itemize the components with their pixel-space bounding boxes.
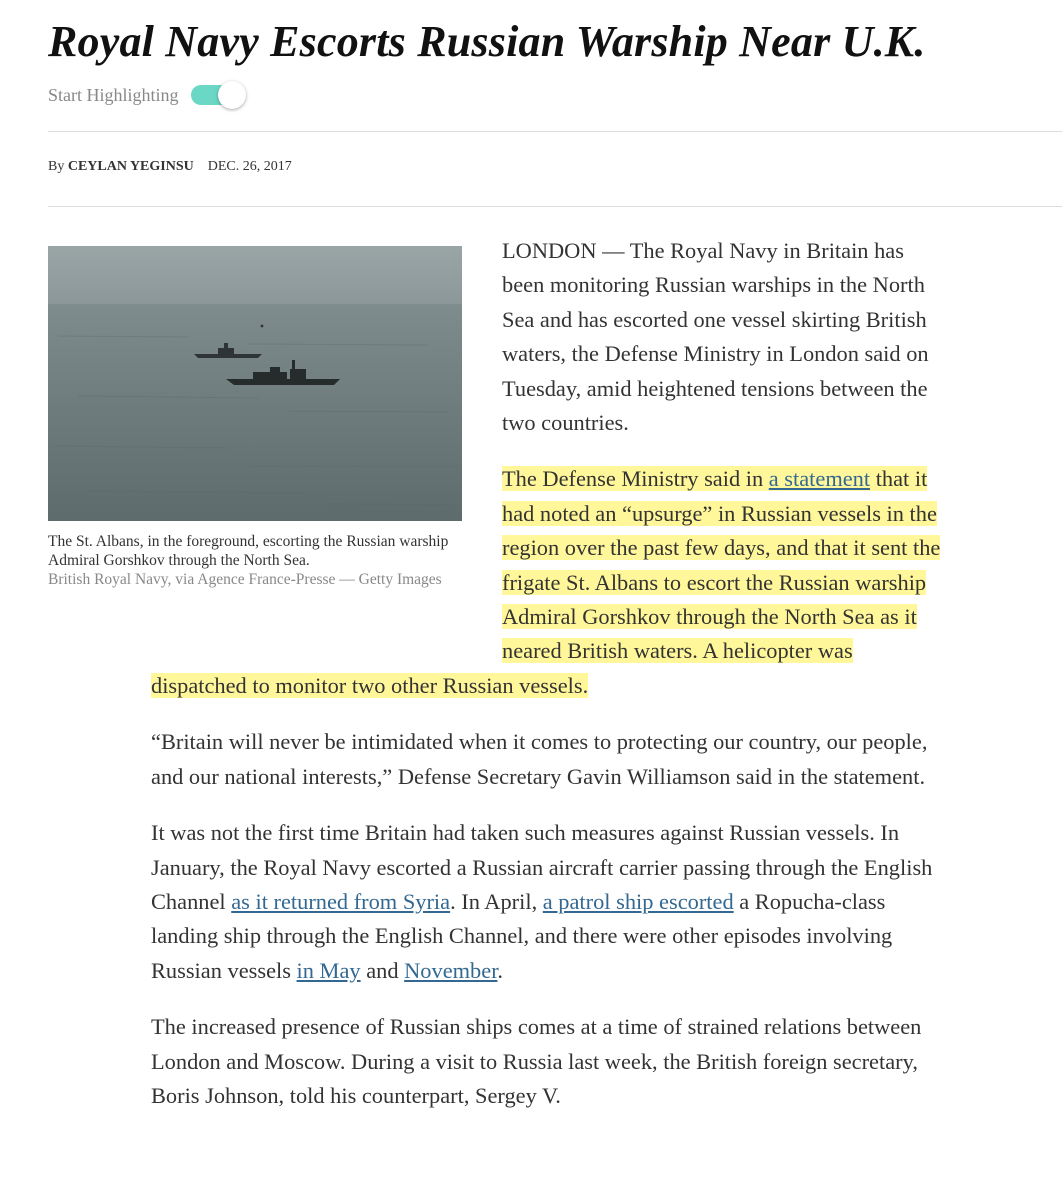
byline [48, 159, 292, 175]
byline-divider [48, 206, 1062, 207]
byline-author[interactable]: CEYLAN YEGINSU [67, 159, 194, 174]
photo-caption: The St. Albans, in the foreground, escorting the Russian warship Admiral Gorshkov through the North Sea. [48, 533, 449, 569]
article-paragraph-5: The increased presence of Russian ships comes at a time of strained relations between London and Moscow. During a visit to Russia last week, the British foreign secretary, Boris Johnson, told his counterpart, Sergey V. [151, 1014, 922, 1108]
paragraph-text: . In April, [450, 888, 543, 914]
article-paragraph-3: “Britain will never be intimidated when it comes to protecting our country, our people, and our national interests,” Defense Secretary Gavin Williamson said in the statement. [151, 729, 928, 789]
highlight-text: that it had noted an “upsurge” in Russian vessels in the region over the past few days, and that it sent the frigate St. Albans to escort the Russian warship Admiral Gorshkov through the North Sea as it neared British waters. A helicopter was dispatched to monitor two other Russian vessels. [151, 466, 941, 698]
statement-link[interactable]: a statement [768, 466, 871, 492]
article-body [151, 234, 941, 1135]
syria-link[interactable]: as it returned from Syria [231, 888, 451, 914]
toggle-knob[interactable] [218, 81, 246, 109]
paragraph-text: and [360, 957, 405, 983]
paragraph-text: . [497, 957, 504, 983]
article-paragraph-1: LONDON — The Royal Navy in Britain has been monitoring Russian warships in the North Sea and has escorted one vessel skirting British waters, the Defense Ministry in London said on Tuesday, amid heightened tensions between the two countries. [502, 238, 929, 436]
highlight-toggle-label: Start Highlighting [48, 84, 179, 105]
may-link[interactable]: in May [296, 957, 361, 983]
article-paragraph-4 [151, 816, 941, 988]
highlight-toggle-row [48, 80, 243, 110]
photo-credit: British Royal Navy, via Agence France-Presse — Getty Images [48, 571, 442, 588]
paragraph-text: a Ropucha-class landing ship through the English Channel, and there were other episodes involving Russian vessels [151, 888, 893, 983]
highlight-link-wrap [769, 466, 870, 491]
byline-date: DEC. 26, 2017 [207, 159, 292, 174]
highlight-text: The Defense Ministry said in [502, 466, 769, 492]
patrol-ship-link[interactable]: a patrol ship escorted [542, 888, 734, 914]
november-link[interactable]: November [404, 957, 498, 983]
byline-prefix: By [48, 159, 68, 174]
figure-float-spacer [151, 234, 502, 654]
header-divider [48, 131, 1062, 132]
highlight-toggle-switch[interactable] [191, 80, 243, 110]
paragraph-text: It was not the first time Britain had taken such measures against Russian vessels. In January, the Royal Navy escorted a Russian aircraft carrier passing through the English Channel [151, 820, 933, 914]
article-headline: Royal Navy Escorts Russian Warship Near U.K. [48, 17, 926, 66]
